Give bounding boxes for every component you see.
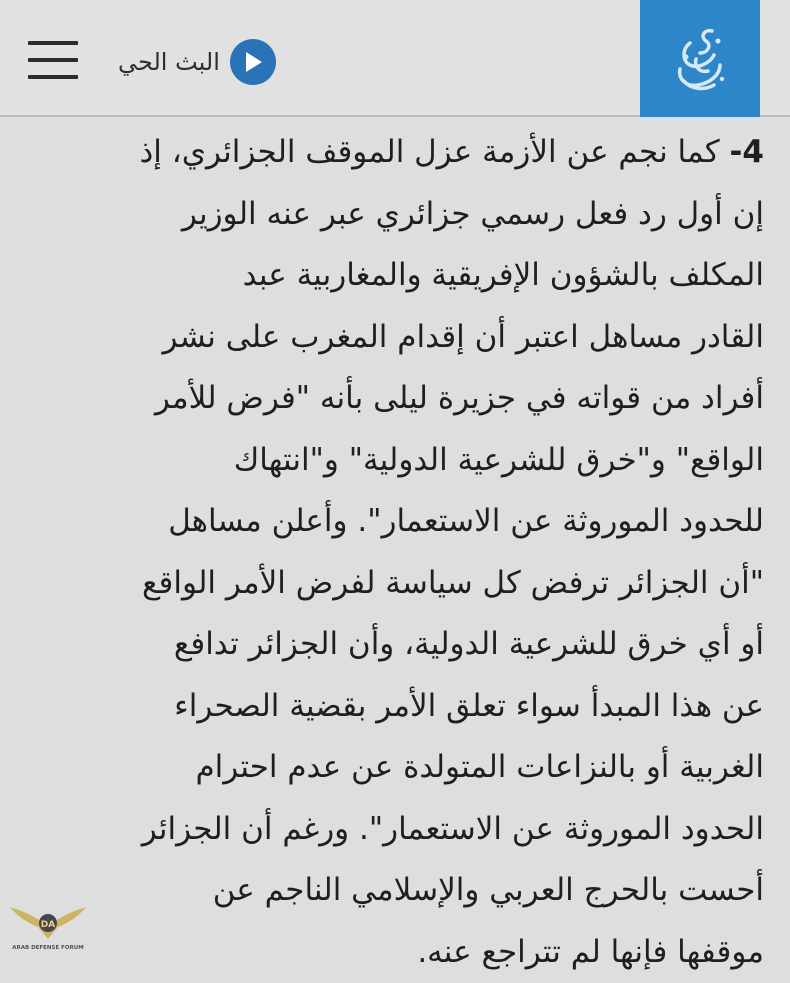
article-line: المكلف بالشؤون الإفريقية والمغاربية عبد [22,245,764,307]
article-line: عن هذا المبدأ سواء تعلق الأمر بقضية الصحراء [22,676,764,738]
watermark-text: ARAB DEFENSE FORUM [12,945,84,951]
article-line: الحدود الموروثة عن الاستعمار". ورغم أن الجزائر [22,799,764,861]
play-icon [230,39,276,85]
menu-bar [28,75,78,79]
article-line-text: كما نجم عن الأزمة عزل الموقف الجزائري، إذ [139,134,719,170]
menu-bar [28,41,78,45]
article-line [22,122,764,184]
item-number: 4- [730,134,764,170]
article-line: موقفها فإنها لم تتراجع عنه. [22,922,764,983]
article-line: أحست بالحرج العربي والإسلامي الناجم عن [22,860,764,922]
live-stream-button[interactable] [118,38,276,86]
live-stream-label: البث الحي [118,48,220,76]
article-line: إن أول رد فعل رسمي جزائري عبر عنه الوزير [22,184,764,246]
article-line: الغربية أو بالنزاعات المتولدة عن عدم احترام [22,737,764,799]
aljazeera-logo[interactable] [640,0,760,117]
article-body [22,122,764,983]
top-bar [0,0,790,117]
arab-defense-forum-watermark [8,893,88,955]
hamburger-menu-icon[interactable] [28,39,80,81]
article-line: أفراد من قواته في جزيرة ليلى بأنه "فرض للأمر [22,368,764,430]
article-line: أو أي خرق للشرعية الدولية، وأن الجزائر تدافع [22,614,764,676]
article-line: الواقع" و"خرق للشرعية الدولية" و"انتهاك [22,430,764,492]
menu-bar [28,58,78,62]
watermark-initials: DA [41,920,55,930]
article-line: "أن الجزائر ترفض كل سياسة لفرض الأمر الواقع [22,553,764,615]
article-line: للحدود الموروثة عن الاستعمار". وأعلن مساهل [22,491,764,553]
article-line: القادر مساهل اعتبر أن إقدام المغرب على نشر [22,307,764,369]
